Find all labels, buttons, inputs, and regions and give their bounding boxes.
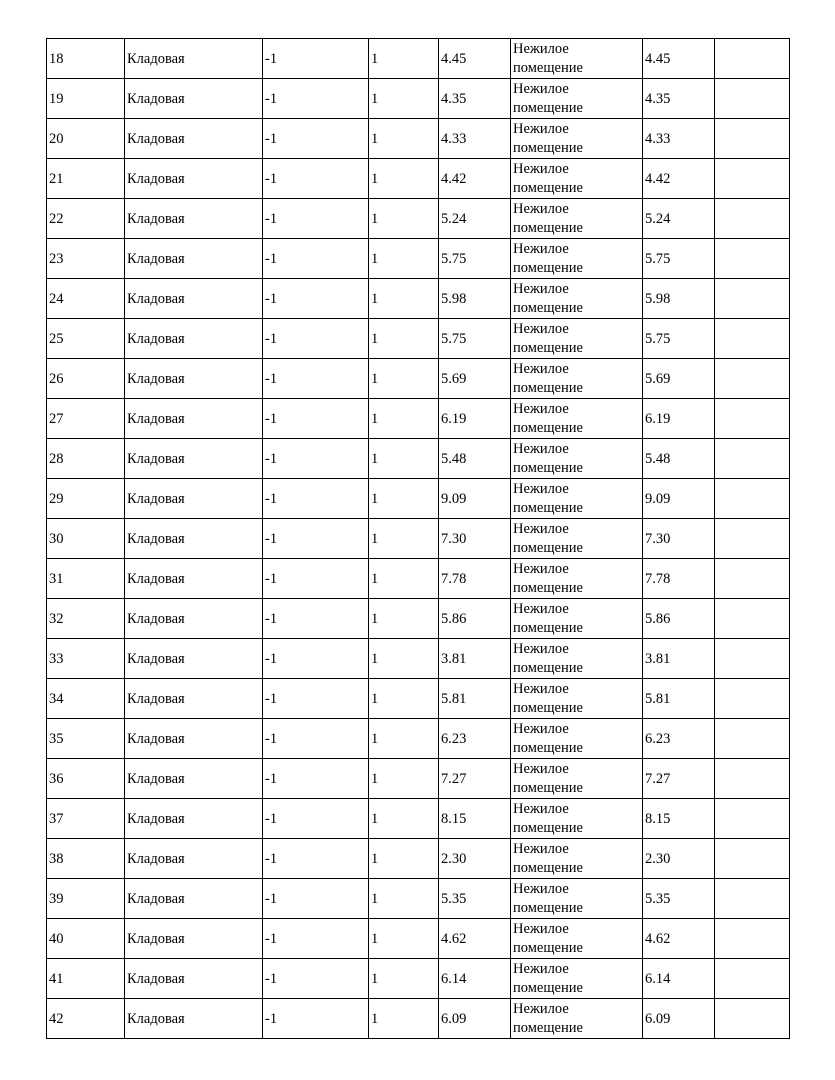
cell-count: 1 xyxy=(369,799,439,839)
cell-note xyxy=(715,359,790,399)
cell-count: 1 xyxy=(369,319,439,359)
cell-total-area: 6.19 xyxy=(643,399,715,439)
cell-area: 8.15 xyxy=(439,799,511,839)
premise-type-line1: Нежилое xyxy=(513,920,569,937)
cell-room-name: Кладовая xyxy=(125,559,263,599)
cell-premise-type xyxy=(511,319,643,359)
cell-note xyxy=(715,79,790,119)
cell-room-name: Кладовая xyxy=(125,359,263,399)
cell-premise-type xyxy=(511,119,643,159)
cell-total-area: 4.35 xyxy=(643,79,715,119)
cell-area: 4.62 xyxy=(439,919,511,959)
cell-area: 5.69 xyxy=(439,359,511,399)
table-row xyxy=(47,439,790,479)
cell-floor: -1 xyxy=(263,839,369,879)
cell-room-name: Кладовая xyxy=(125,599,263,639)
cell-number: 38 xyxy=(47,839,125,879)
cell-floor: -1 xyxy=(263,239,369,279)
cell-premise-type xyxy=(511,519,643,559)
cell-count: 1 xyxy=(369,599,439,639)
premise-type-line1: Нежилое xyxy=(513,520,569,537)
table-row xyxy=(47,839,790,879)
cell-area: 5.86 xyxy=(439,599,511,639)
premise-type-line1: Нежилое xyxy=(513,600,569,617)
premise-type-line2: помещение xyxy=(513,59,583,76)
cell-room-name: Кладовая xyxy=(125,799,263,839)
table-row xyxy=(47,39,790,79)
cell-number: 22 xyxy=(47,199,125,239)
cell-count: 1 xyxy=(369,639,439,679)
cell-room-name: Кладовая xyxy=(125,119,263,159)
cell-premise-type xyxy=(511,799,643,839)
cell-room-name: Кладовая xyxy=(125,399,263,439)
cell-premise-type xyxy=(511,239,643,279)
cell-total-area: 4.62 xyxy=(643,919,715,959)
cell-number: 19 xyxy=(47,79,125,119)
cell-number: 25 xyxy=(47,319,125,359)
cell-room-name: Кладовая xyxy=(125,639,263,679)
cell-total-area: 4.33 xyxy=(643,119,715,159)
cell-total-area: 8.15 xyxy=(643,799,715,839)
cell-note xyxy=(715,839,790,879)
premise-type-line2: помещение xyxy=(513,619,583,636)
premise-type-line1: Нежилое xyxy=(513,880,569,897)
cell-area: 5.35 xyxy=(439,879,511,919)
cell-area: 6.14 xyxy=(439,959,511,999)
cell-room-name: Кладовая xyxy=(125,479,263,519)
table-row xyxy=(47,599,790,639)
premise-type-line2: помещение xyxy=(513,379,583,396)
premise-type-line2: помещение xyxy=(513,179,583,196)
cell-note xyxy=(715,199,790,239)
cell-area: 3.81 xyxy=(439,639,511,679)
cell-floor: -1 xyxy=(263,119,369,159)
cell-number: 42 xyxy=(47,999,125,1039)
cell-number: 40 xyxy=(47,919,125,959)
premise-type-line2: помещение xyxy=(513,539,583,556)
premise-type-line1: Нежилое xyxy=(513,1000,569,1017)
cell-count: 1 xyxy=(369,119,439,159)
cell-room-name: Кладовая xyxy=(125,839,263,879)
cell-note xyxy=(715,599,790,639)
cell-count: 1 xyxy=(369,559,439,599)
premise-type-line1: Нежилое xyxy=(513,40,569,57)
table-row xyxy=(47,879,790,919)
cell-premise-type xyxy=(511,839,643,879)
cell-area: 7.30 xyxy=(439,519,511,559)
cell-area: 4.35 xyxy=(439,79,511,119)
premise-type-line1: Нежилое xyxy=(513,280,569,297)
cell-total-area: 6.23 xyxy=(643,719,715,759)
cell-premise-type xyxy=(511,959,643,999)
cell-note xyxy=(715,479,790,519)
cell-room-name: Кладовая xyxy=(125,519,263,559)
premise-type-line1: Нежилое xyxy=(513,240,569,257)
premise-type-line2: помещение xyxy=(513,859,583,876)
cell-area: 4.33 xyxy=(439,119,511,159)
cell-area: 2.30 xyxy=(439,839,511,879)
cell-floor: -1 xyxy=(263,439,369,479)
cell-area: 4.42 xyxy=(439,159,511,199)
cell-count: 1 xyxy=(369,919,439,959)
table-row xyxy=(47,799,790,839)
premise-type-line2: помещение xyxy=(513,579,583,596)
cell-premise-type xyxy=(511,879,643,919)
cell-total-area: 6.14 xyxy=(643,959,715,999)
cell-note xyxy=(715,159,790,199)
cell-number: 36 xyxy=(47,759,125,799)
table-row xyxy=(47,359,790,399)
premise-type-line2: помещение xyxy=(513,259,583,276)
cell-area: 6.23 xyxy=(439,719,511,759)
cell-number: 18 xyxy=(47,39,125,79)
cell-total-area: 2.30 xyxy=(643,839,715,879)
table-row xyxy=(47,519,790,559)
premise-type-line2: помещение xyxy=(513,659,583,676)
table-row xyxy=(47,319,790,359)
cell-floor: -1 xyxy=(263,399,369,439)
premise-type-line2: помещение xyxy=(513,899,583,916)
table-row xyxy=(47,639,790,679)
cell-count: 1 xyxy=(369,39,439,79)
cell-number: 35 xyxy=(47,719,125,759)
cell-total-area: 6.09 xyxy=(643,999,715,1039)
premise-type-line1: Нежилое xyxy=(513,680,569,697)
premise-type-line2: помещение xyxy=(513,939,583,956)
cell-note xyxy=(715,239,790,279)
table-row xyxy=(47,679,790,719)
premise-type-line1: Нежилое xyxy=(513,360,569,377)
cell-floor: -1 xyxy=(263,639,369,679)
cell-note xyxy=(715,919,790,959)
premise-type-line2: помещение xyxy=(513,219,583,236)
cell-room-name: Кладовая xyxy=(125,39,263,79)
cell-count: 1 xyxy=(369,959,439,999)
premise-type-line2: помещение xyxy=(513,699,583,716)
cell-premise-type xyxy=(511,679,643,719)
premise-type-line1: Нежилое xyxy=(513,760,569,777)
premise-type-line2: помещение xyxy=(513,499,583,516)
cell-total-area: 5.69 xyxy=(643,359,715,399)
cell-area: 6.19 xyxy=(439,399,511,439)
cell-floor: -1 xyxy=(263,39,369,79)
cell-premise-type xyxy=(511,39,643,79)
cell-area: 5.98 xyxy=(439,279,511,319)
premise-type-line1: Нежилое xyxy=(513,960,569,977)
cell-total-area: 5.75 xyxy=(643,319,715,359)
cell-count: 1 xyxy=(369,79,439,119)
cell-note xyxy=(715,279,790,319)
cell-floor: -1 xyxy=(263,919,369,959)
cell-room-name: Кладовая xyxy=(125,959,263,999)
cell-room-name: Кладовая xyxy=(125,879,263,919)
cell-number: 32 xyxy=(47,599,125,639)
cell-floor: -1 xyxy=(263,959,369,999)
cell-premise-type xyxy=(511,199,643,239)
cell-area: 4.45 xyxy=(439,39,511,79)
premise-type-line1: Нежилое xyxy=(513,200,569,217)
cell-count: 1 xyxy=(369,519,439,559)
cell-note xyxy=(715,439,790,479)
premise-type-line2: помещение xyxy=(513,819,583,836)
table-row xyxy=(47,199,790,239)
cell-total-area: 5.35 xyxy=(643,879,715,919)
cell-note xyxy=(715,959,790,999)
cell-number: 24 xyxy=(47,279,125,319)
cell-area: 5.75 xyxy=(439,319,511,359)
cell-number: 39 xyxy=(47,879,125,919)
cell-number: 23 xyxy=(47,239,125,279)
cell-premise-type xyxy=(511,359,643,399)
cell-floor: -1 xyxy=(263,279,369,319)
cell-note xyxy=(715,559,790,599)
cell-number: 20 xyxy=(47,119,125,159)
cell-total-area: 9.09 xyxy=(643,479,715,519)
cell-note xyxy=(715,639,790,679)
cell-note xyxy=(715,719,790,759)
cell-premise-type xyxy=(511,399,643,439)
cell-number: 21 xyxy=(47,159,125,199)
cell-room-name: Кладовая xyxy=(125,159,263,199)
cell-note xyxy=(715,119,790,159)
cell-floor: -1 xyxy=(263,159,369,199)
premise-type-line1: Нежилое xyxy=(513,160,569,177)
cell-total-area: 5.75 xyxy=(643,239,715,279)
cell-floor: -1 xyxy=(263,319,369,359)
cell-total-area: 4.45 xyxy=(643,39,715,79)
cell-note xyxy=(715,679,790,719)
cell-number: 30 xyxy=(47,519,125,559)
table-row xyxy=(47,919,790,959)
cell-note xyxy=(715,39,790,79)
cell-premise-type xyxy=(511,559,643,599)
cell-count: 1 xyxy=(369,159,439,199)
cell-count: 1 xyxy=(369,479,439,519)
cell-area: 5.48 xyxy=(439,439,511,479)
cell-count: 1 xyxy=(369,359,439,399)
cell-room-name: Кладовая xyxy=(125,679,263,719)
cell-room-name: Кладовая xyxy=(125,319,263,359)
cell-room-name: Кладовая xyxy=(125,759,263,799)
cell-floor: -1 xyxy=(263,599,369,639)
cell-floor: -1 xyxy=(263,879,369,919)
cell-room-name: Кладовая xyxy=(125,279,263,319)
premise-type-line2: помещение xyxy=(513,979,583,996)
cell-count: 1 xyxy=(369,719,439,759)
table-row xyxy=(47,959,790,999)
premise-type-line2: помещение xyxy=(513,139,583,156)
premise-type-line1: Нежилое xyxy=(513,840,569,857)
table-row xyxy=(47,239,790,279)
cell-number: 31 xyxy=(47,559,125,599)
cell-note xyxy=(715,399,790,439)
cell-premise-type xyxy=(511,479,643,519)
cell-count: 1 xyxy=(369,239,439,279)
cell-premise-type xyxy=(511,159,643,199)
premise-type-line2: помещение xyxy=(513,299,583,316)
premise-type-line1: Нежилое xyxy=(513,640,569,657)
premise-type-line1: Нежилое xyxy=(513,720,569,737)
cell-area: 5.81 xyxy=(439,679,511,719)
cell-number: 34 xyxy=(47,679,125,719)
cell-floor: -1 xyxy=(263,719,369,759)
cell-floor: -1 xyxy=(263,479,369,519)
cell-number: 33 xyxy=(47,639,125,679)
cell-note xyxy=(715,519,790,559)
premise-type-line1: Нежилое xyxy=(513,80,569,97)
cell-count: 1 xyxy=(369,679,439,719)
cell-count: 1 xyxy=(369,879,439,919)
cell-premise-type xyxy=(511,639,643,679)
cell-total-area: 7.27 xyxy=(643,759,715,799)
rooms-table xyxy=(46,38,790,1039)
cell-total-area: 3.81 xyxy=(643,639,715,679)
cell-count: 1 xyxy=(369,839,439,879)
premise-type-line1: Нежилое xyxy=(513,440,569,457)
cell-count: 1 xyxy=(369,399,439,439)
premise-type-line2: помещение xyxy=(513,779,583,796)
cell-note xyxy=(715,759,790,799)
cell-area: 7.27 xyxy=(439,759,511,799)
cell-room-name: Кладовая xyxy=(125,439,263,479)
cell-total-area: 5.98 xyxy=(643,279,715,319)
cell-area: 5.24 xyxy=(439,199,511,239)
premise-type-line1: Нежилое xyxy=(513,480,569,497)
cell-room-name: Кладовая xyxy=(125,719,263,759)
cell-premise-type xyxy=(511,919,643,959)
cell-floor: -1 xyxy=(263,359,369,399)
premise-type-line2: помещение xyxy=(513,739,583,756)
table-row xyxy=(47,759,790,799)
cell-premise-type xyxy=(511,719,643,759)
cell-premise-type xyxy=(511,79,643,119)
table-row xyxy=(47,279,790,319)
table-row xyxy=(47,559,790,599)
cell-total-area: 5.86 xyxy=(643,599,715,639)
cell-room-name: Кладовая xyxy=(125,79,263,119)
cell-floor: -1 xyxy=(263,999,369,1039)
cell-number: 29 xyxy=(47,479,125,519)
cell-area: 6.09 xyxy=(439,999,511,1039)
cell-count: 1 xyxy=(369,279,439,319)
cell-total-area: 5.24 xyxy=(643,199,715,239)
cell-floor: -1 xyxy=(263,199,369,239)
cell-number: 41 xyxy=(47,959,125,999)
cell-floor: -1 xyxy=(263,559,369,599)
cell-room-name: Кладовая xyxy=(125,239,263,279)
premise-type-line1: Нежилое xyxy=(513,320,569,337)
cell-floor: -1 xyxy=(263,79,369,119)
premise-type-line2: помещение xyxy=(513,339,583,356)
cell-area: 9.09 xyxy=(439,479,511,519)
table-row xyxy=(47,159,790,199)
cell-total-area: 7.78 xyxy=(643,559,715,599)
cell-room-name: Кладовая xyxy=(125,199,263,239)
table-row xyxy=(47,999,790,1039)
cell-area: 5.75 xyxy=(439,239,511,279)
cell-count: 1 xyxy=(369,199,439,239)
premise-type-line1: Нежилое xyxy=(513,800,569,817)
table-row xyxy=(47,119,790,159)
premise-type-line2: помещение xyxy=(513,99,583,116)
cell-total-area: 7.30 xyxy=(643,519,715,559)
cell-note xyxy=(715,319,790,359)
cell-count: 1 xyxy=(369,759,439,799)
premise-type-line2: помещение xyxy=(513,419,583,436)
cell-premise-type xyxy=(511,999,643,1039)
premise-type-line1: Нежилое xyxy=(513,400,569,417)
cell-floor: -1 xyxy=(263,519,369,559)
cell-floor: -1 xyxy=(263,799,369,839)
cell-note xyxy=(715,879,790,919)
cell-area: 7.78 xyxy=(439,559,511,599)
table-row xyxy=(47,479,790,519)
cell-total-area: 5.81 xyxy=(643,679,715,719)
cell-room-name: Кладовая xyxy=(125,919,263,959)
cell-count: 1 xyxy=(369,439,439,479)
cell-total-area: 5.48 xyxy=(643,439,715,479)
cell-premise-type xyxy=(511,279,643,319)
cell-note xyxy=(715,799,790,839)
premise-type-line1: Нежилое xyxy=(513,560,569,577)
premise-type-line2: помещение xyxy=(513,459,583,476)
cell-number: 27 xyxy=(47,399,125,439)
table-row xyxy=(47,719,790,759)
cell-note xyxy=(715,999,790,1039)
cell-floor: -1 xyxy=(263,759,369,799)
table-row xyxy=(47,79,790,119)
cell-floor: -1 xyxy=(263,679,369,719)
cell-premise-type xyxy=(511,759,643,799)
cell-count: 1 xyxy=(369,999,439,1039)
premise-type-line2: помещение xyxy=(513,1019,583,1036)
cell-premise-type xyxy=(511,439,643,479)
table-row xyxy=(47,399,790,439)
premise-type-line1: Нежилое xyxy=(513,120,569,137)
cell-number: 37 xyxy=(47,799,125,839)
cell-number: 26 xyxy=(47,359,125,399)
cell-total-area: 4.42 xyxy=(643,159,715,199)
cell-number: 28 xyxy=(47,439,125,479)
cell-room-name: Кладовая xyxy=(125,999,263,1039)
cell-premise-type xyxy=(511,599,643,639)
